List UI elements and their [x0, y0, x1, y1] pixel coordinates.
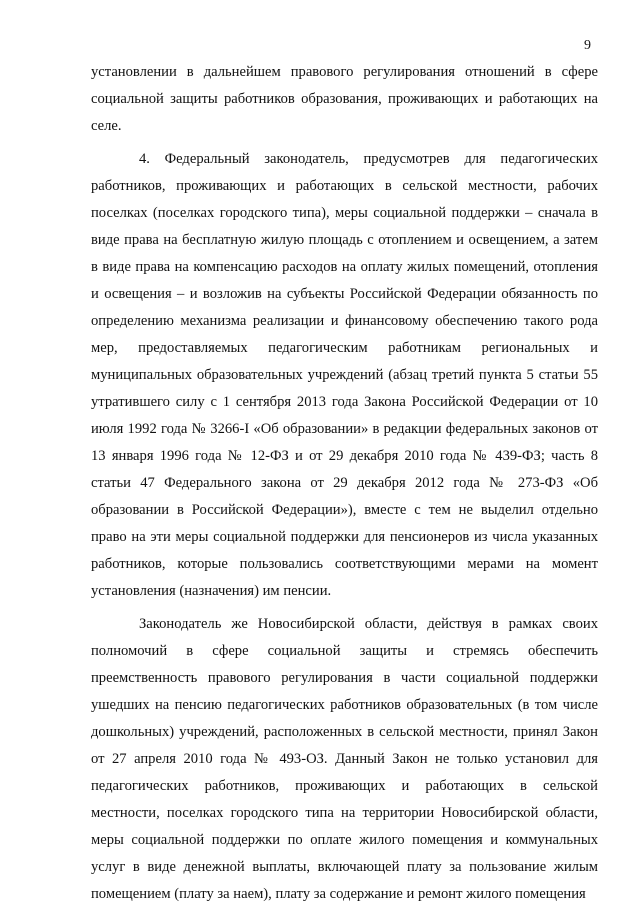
text-line: поселках (поселках городского типа), меры социальной поддержки – сначала в — [91, 205, 598, 221]
body-text — [91, 62, 598, 911]
text-line: социальной защиты работников образования, проживающих и работающих на — [91, 91, 598, 107]
text-line: право на эти меры социальной поддержки для пенсионеров из числа указанных — [91, 529, 598, 545]
text-line: 4. Федеральный законодатель, предусмотрев для педагогических — [139, 151, 598, 167]
text-line: установления (назначения) им пенсии. — [91, 583, 332, 599]
text-line: мер, предоставляемых педагогическим работникам региональных и — [91, 340, 598, 356]
text-line: июля 1992 года № 3266-I «Об образовании» в редакции федеральных законов от — [91, 421, 598, 437]
text-line: работников, которые пользовались соответствующими мерами на момент — [91, 556, 598, 572]
text-line: помещением (плату за наем), плату за содержание и ремонт жилого помещения — [91, 886, 586, 902]
text-line: определению механизма реализации и финансовому обеспечению такого рода — [91, 313, 598, 329]
text-line: образовании в Российской Федерации»), вместе с тем не выделил отдельно — [91, 502, 598, 518]
text-line: услуг в виде денежной выплаты, включающей плату за пользование жилым — [91, 859, 598, 875]
paragraph — [91, 62, 598, 143]
text-line: установлении в дальнейшем правового регулирования отношений в сфере — [91, 64, 598, 80]
text-line: виде права на бесплатную жилую площадь с отоплением и освещением, а затем — [91, 232, 598, 248]
text-line: преемственность правового регулирования в части социальной поддержки — [91, 670, 598, 686]
text-line: меры социальной поддержки по оплате жилого помещения и коммунальных — [91, 832, 598, 848]
text-line: статьи 47 Федерального закона от 29 декабря 2012 года № 273-ФЗ «Об — [91, 475, 598, 491]
text-line: муниципальных образовательных учреждений (абзац третий пункта 5 статьи 55 — [91, 367, 598, 383]
text-line: селе. — [91, 118, 122, 134]
text-line: полномочий в сфере социальной защиты и стремясь обеспечить — [91, 643, 598, 659]
text-line: утратившего силу с 1 сентября 2013 года Закона Российской Федерации от 10 — [91, 394, 598, 410]
text-line: от 27 апреля 2010 года № 493-ОЗ. Данный Закон не только установил для — [91, 751, 598, 767]
paragraph — [91, 614, 598, 911]
text-line: ушедших на пенсию педагогических работников образовательных (в том числе — [91, 697, 598, 713]
text-line: дошкольных) учреждений, расположенных в сельской местности, принял Закон — [91, 724, 598, 740]
text-line: и освещения – и возложив на субъекты Российской Федерации обязанность по — [91, 286, 598, 302]
paragraph — [91, 149, 598, 608]
text-line: 13 января 1996 года № 12-ФЗ и от 29 декабря 2010 года № 439-ФЗ; часть 8 — [91, 448, 598, 464]
text-line: работников, проживающих и работающих в сельской местности, рабочих — [91, 178, 598, 194]
page-number: 9 — [584, 38, 591, 53]
text-line: в виде права на компенсацию расходов на оплату жилых помещений, отопления — [91, 259, 598, 275]
text-line: Законодатель же Новосибирской области, действуя в рамках своих — [139, 616, 598, 632]
text-line: местности, поселках городского типа на территории Новосибирской области, — [91, 805, 598, 821]
text-line: педагогических работников, проживающих и работающих в сельской — [91, 778, 598, 794]
